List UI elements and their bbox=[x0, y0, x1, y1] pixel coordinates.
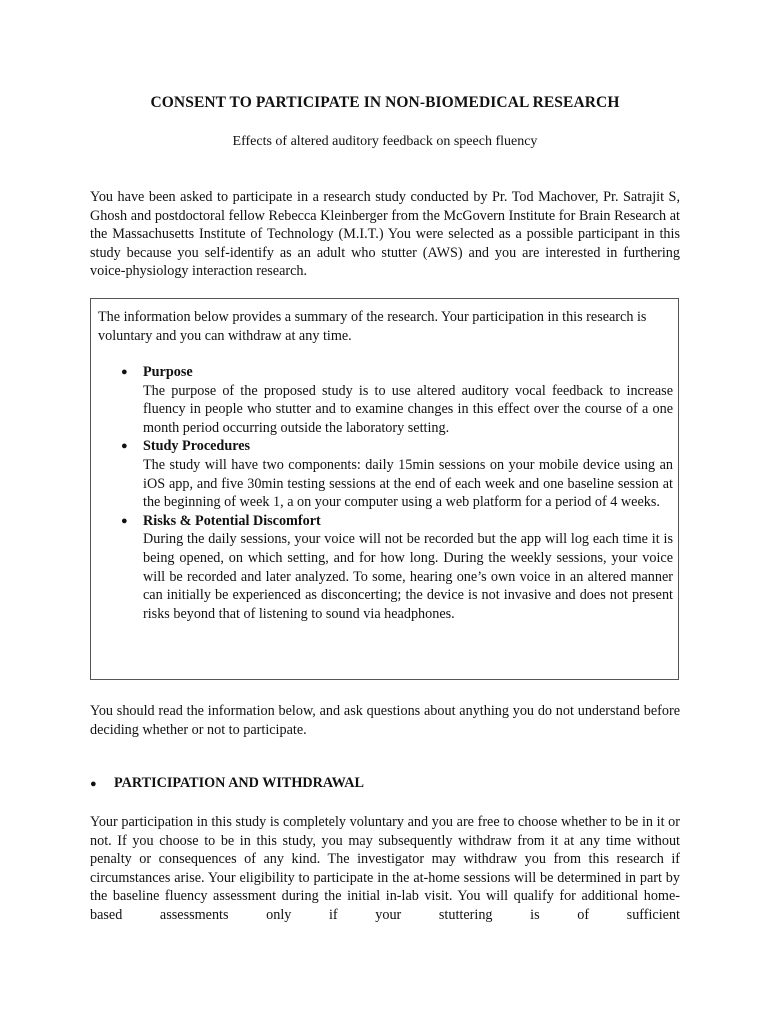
summary-intro: The information below provides a summary of the research. Your participation in this research is voluntary and you can withdraw at any time. bbox=[98, 309, 647, 344]
section-heading-text: PARTICIPATION AND WITHDRAWAL bbox=[114, 775, 364, 791]
bullet-item-study-procedures bbox=[121, 437, 673, 511]
summary-box bbox=[90, 298, 679, 680]
bullet-icon: ● bbox=[121, 366, 128, 378]
intro-paragraph: You have been asked to participate in a research study conducted by Pr. Tod Machover, Pr. Satrajit S, Ghosh and postdoctoral fellow Rebecca Kleinberger from the McGovern Institute for Brain Research at the Massachusetts Institute of Technology (M.I.T.) You were selected as a possible participant in this study because you self-identify as an adult who stutter (AWS) and you are interested in furthering voice-physiology interaction research. bbox=[90, 189, 680, 280]
bullet-icon: ● bbox=[90, 778, 97, 790]
bullet-item-purpose bbox=[121, 363, 673, 437]
participation-paragraph: Your participation in this study is completely voluntary and you are free to choose whether to be in it or not. If you choose to be in this study, you may subsequently withdraw from it at any time without penalty or consequences of any kind. The investigator may withdraw you from this research if circumstances arise. Your eligibility to participate in the at-home sessions will be determined in part by the baseline fluency assessment during the initial in-lab visit. You will qualify for additional home-based assessments only if your stuttering is of sufficient bbox=[90, 814, 680, 923]
bullet-body-risks: During the daily sessions, your voice will not be recorded but the app will log each time it is being opened, on which setting, and for how long. During the weekly sessions, your voice will be recorded and later analyzed. To some, hearing one’s own voice in an altered manner can initially be experienced as disconcerting; the device is not invasive and does not present risks beyond that of listening to sound via headphones. bbox=[143, 531, 673, 622]
summary-bullet-list bbox=[121, 363, 673, 623]
bullet-heading-study-procedures: Study Procedures bbox=[143, 438, 251, 455]
bullet-item-risks bbox=[121, 512, 673, 624]
section-heading-participation bbox=[90, 775, 364, 792]
read-instructions-paragraph: You should read the information below, and ask questions about anything you do not understand before deciding whether or not to participate. bbox=[90, 703, 680, 738]
bullet-icon: ● bbox=[121, 514, 128, 527]
document-subtitle: Effects of altered auditory feedback on speech fluency bbox=[232, 134, 538, 149]
document-title: CONSENT TO PARTICIPATE IN NON-BIOMEDICAL RESEARCH bbox=[150, 94, 620, 111]
bullet-heading-risks: Risks & Potential Discomfort bbox=[143, 512, 321, 529]
bullet-body-purpose: The purpose of the proposed study is to use altered auditory vocal feedback to increase fluency in people who stutter and to examine changes in this effect over the course of a one month period occurring outside the laboratory setting. bbox=[143, 382, 673, 436]
bullet-body-study-procedures: The study will have two components: daily 15min sessions on your mobile device using an iOS app, and five 30min testing sessions at the end of each week and one baseline session at the beginning of week 1, a on your computer using a web platform for a period of 4 weeks. bbox=[143, 456, 673, 511]
bullet-icon: ● bbox=[121, 440, 128, 453]
bullet-heading-purpose: Purpose bbox=[143, 364, 193, 380]
